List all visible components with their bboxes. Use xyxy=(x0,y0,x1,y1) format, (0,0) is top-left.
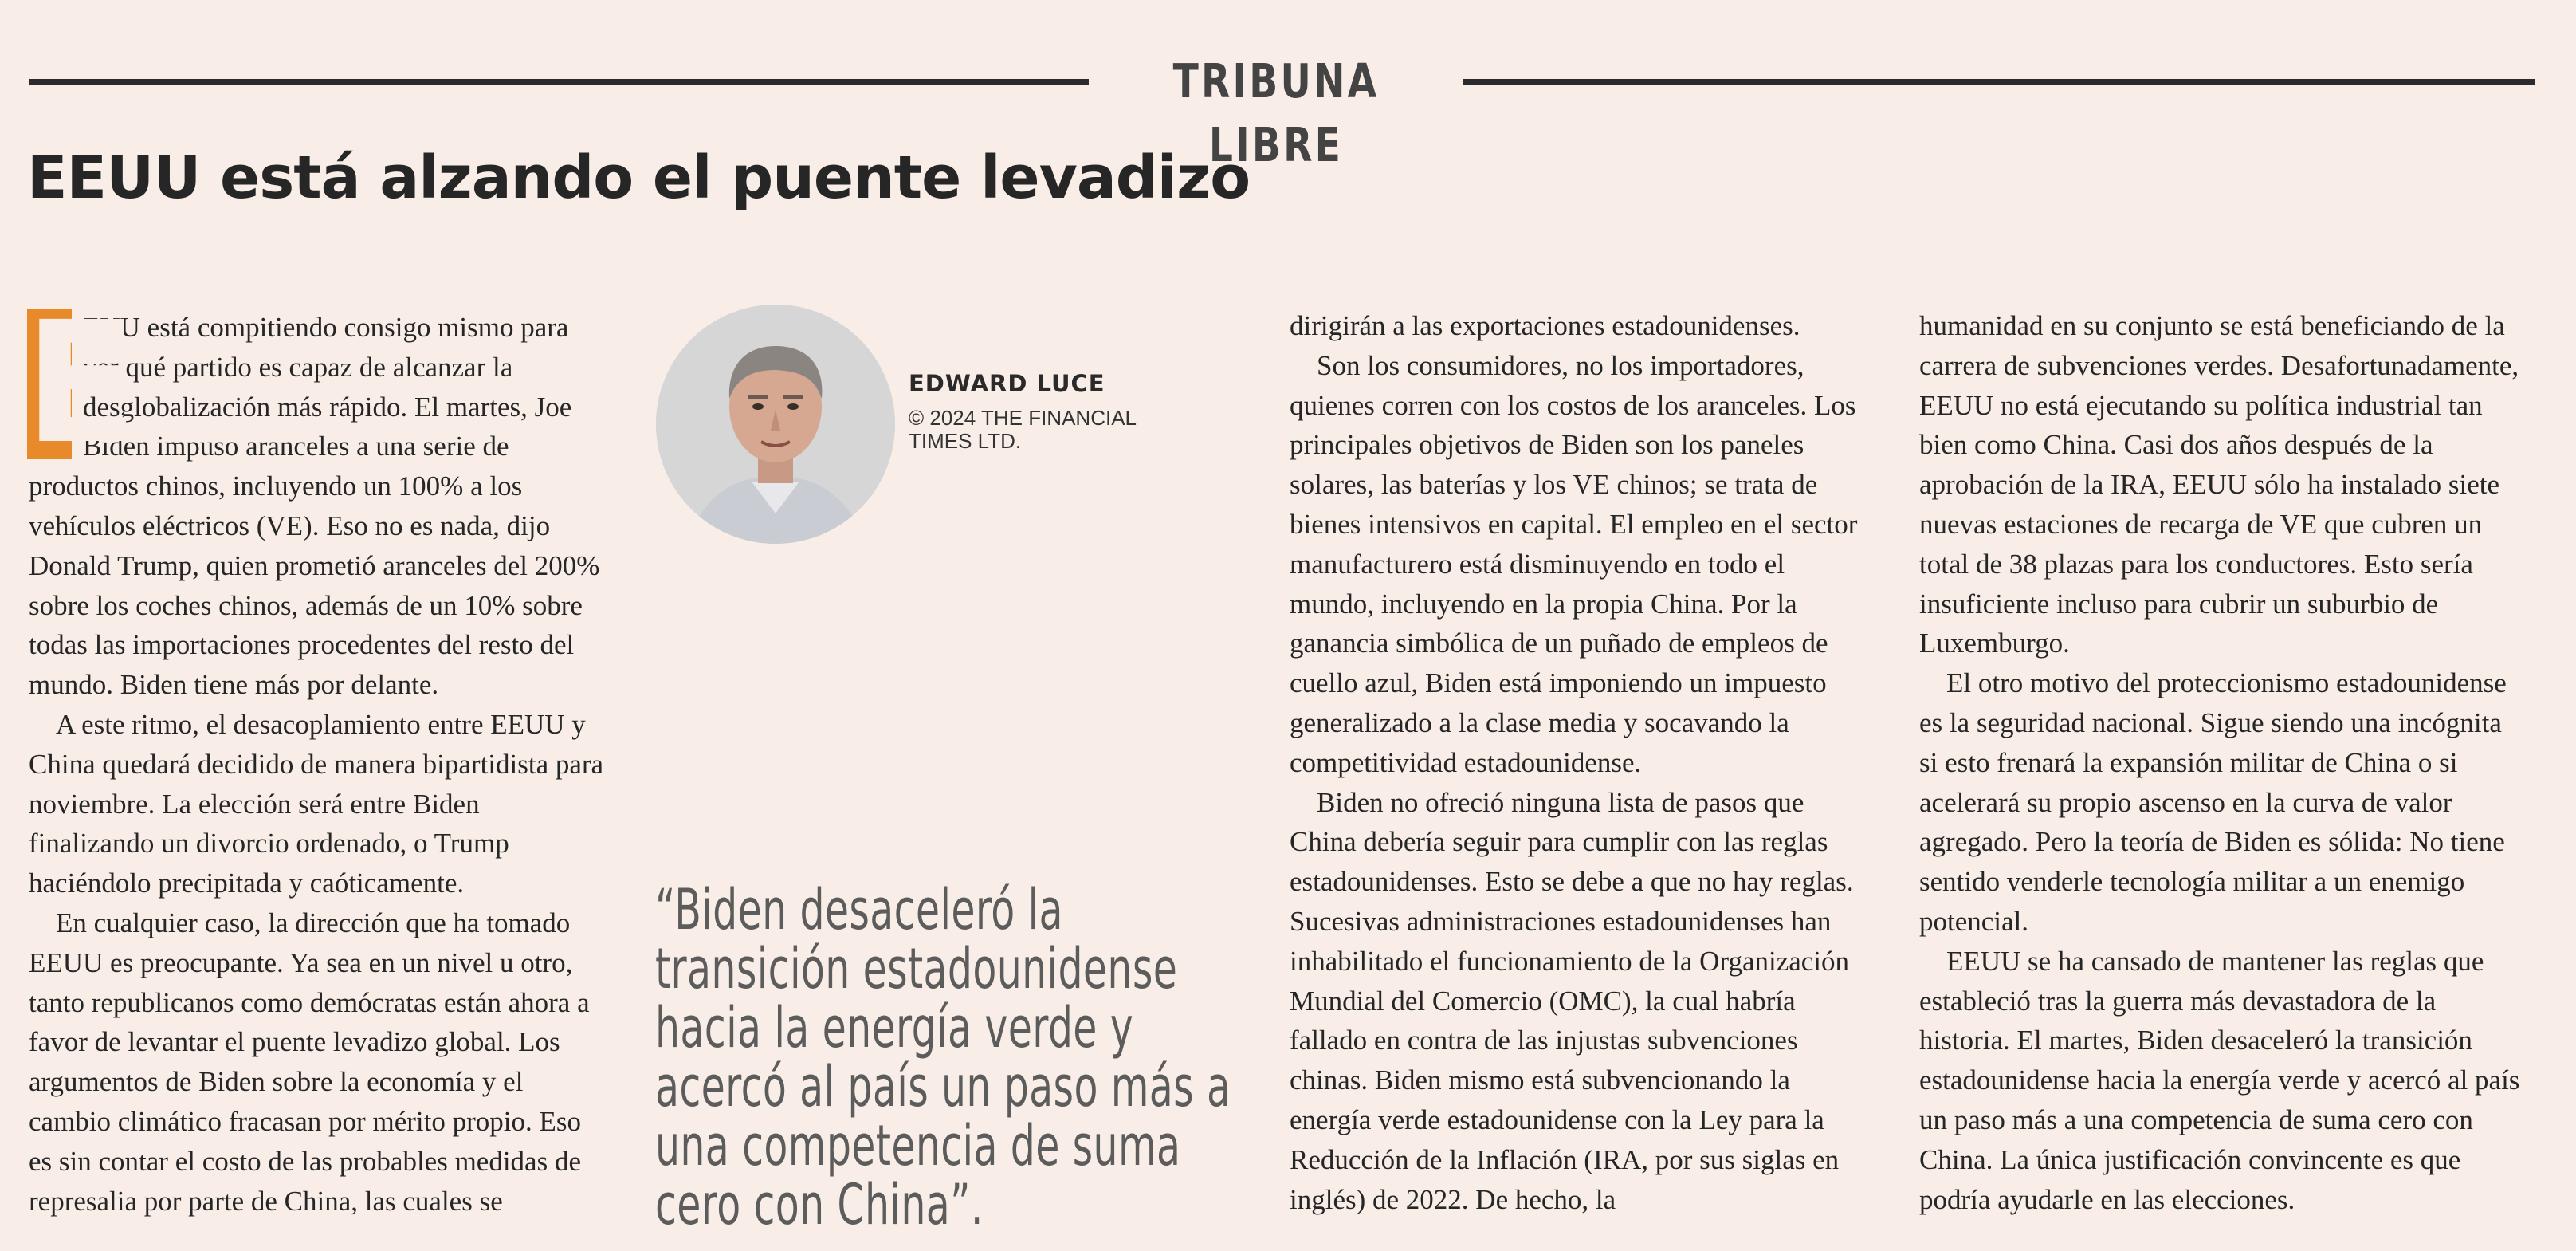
section-rule-right xyxy=(1463,79,2535,85)
paragraph: humanidad en su conjunto se está beneficiando de la carrera de subvenciones verdes. Desafortunadamente, EEUU no está ejecutando su política industrial tan bien como China. Casi dos años después de la aprobación de la IRA, EEUU sólo ha instalado siete nuevas estaciones de recarga de VE que cubren un total de 38 plazas para los conductores. Esto sería insuficiente incluso para cubrir un suburbio de Luxemburgo. xyxy=(1919,310,2519,659)
paragraph: EEUU se ha cansado de mantener las reglas que estableció tras la guerra más devastadora de la historia. El martes, Biden desaceleró la transición estadounidense hacia la energía verde y acercó al país un paso más a una competencia de suma cero con China. La única justificación convincente es que podría ayudarle en las elecciones. xyxy=(1919,945,2520,1215)
author-name: EDWARD LUCE xyxy=(909,370,1105,397)
paragraph: Son los consumidores, no los importadores, quienes corren con los costos de los aranceles. Los principales objetivos de Biden son los paneles solares, las baterías y los VE chinos; se trata de bienes intensivos en capital. El empleo en el sector manufacturero está disminuyendo en todo el mundo, incluyendo en la propia China. Por la ganancia simbólica de un puñado de empleos de cuello azul, Biden está imponiendo un impuesto generalizado a la clase media y socavando la competitividad estadounidense. xyxy=(1290,349,1858,778)
paragraph xyxy=(24,285,609,705)
author-credit: © 2024 THE FINANCIAL TIMES LTD. xyxy=(909,406,1137,453)
dropcap xyxy=(24,285,139,481)
dropcap-letter: E xyxy=(24,285,139,481)
section-header xyxy=(29,49,2535,172)
article-headline: EEUU está alzando el puente levadizo xyxy=(27,144,1251,212)
section-rule-left xyxy=(29,79,1089,85)
paragraph-text: EUU está compitiendo consigo mismo para ver qué partido es capaz de alcanzar la desglobalización más rápido. El martes, Joe Biden impuso aranceles a una serie de productos chinos, incluyendo un 100% a los vehículos eléctricos (VE). Eso no es nada, dijo Donald Trump, quien prometió aranceles del 200% sobre los coches chinos, además de un 10% sobre todas las importaciones procedentes del resto del mundo. Biden tiene más por delante. xyxy=(29,312,600,701)
section-title: TRIBUNA LIBRE xyxy=(1172,53,1380,172)
paragraph: dirigirán a las exportaciones estadounidenses. xyxy=(1290,310,1800,341)
column-1 xyxy=(24,285,609,1221)
paragraph: En cualquier caso, la dirección que ha tomado EEUU es preocupante. Ya sea en un nivel u otro, tanto republicanos como demócratas están ahora a favor de levantar el puente levadizo global. Los argumentos de Biden sobre la economía y el cambio climático fracasan por mérito propio. Eso es sin contar el costo de las probables medidas de represalia por parte de China, las cuales se xyxy=(29,907,590,1217)
paragraph: El otro motivo del proteccionismo estadounidense es la seguridad nacional. Sigue siendo una incógnita si esto frenará la expansión militar de China o si acelerará su propio ascenso en la curva de valor agregado. Pero la teoría de Biden es sólida: No tiene sentido venderle tecnología militar a un enemigo potencial. xyxy=(1919,667,2507,937)
author-photo xyxy=(656,305,895,544)
column-4 xyxy=(1919,306,2523,1219)
column-3 xyxy=(1290,306,1870,1219)
pull-quote: “Biden desaceleró la transición estadounidense hacia la energía verde y acercó al país un paso más a una competencia de suma cero con China”. xyxy=(655,877,1231,1237)
paragraph: Biden no ofreció ninguna lista de pasos que China debería seguir para cumplir con las reglas estadounidenses. Esto se debe a que no hay reglas. Sucesivas administraciones estadounidenses han inhabilitado el funcionamiento de la Organización Mundial del Comercio (OMC), la cual habría fallado en contra de las injustas subvenciones chinas. Biden mismo está subvencionando la energía verde estadounidense con la Ley para la Reducción de la Inflación (IRA, por sus siglas en inglés) de 2022. De hecho, la xyxy=(1290,786,1854,1215)
paragraph: A este ritmo, el desacoplamiento entre EEUU y China quedará decidido de manera bipartidista para noviembre. La elección será entre Biden finalizando un divorcio ordenado, o Trump haciéndolo precipitada y caóticamente. xyxy=(29,708,604,899)
